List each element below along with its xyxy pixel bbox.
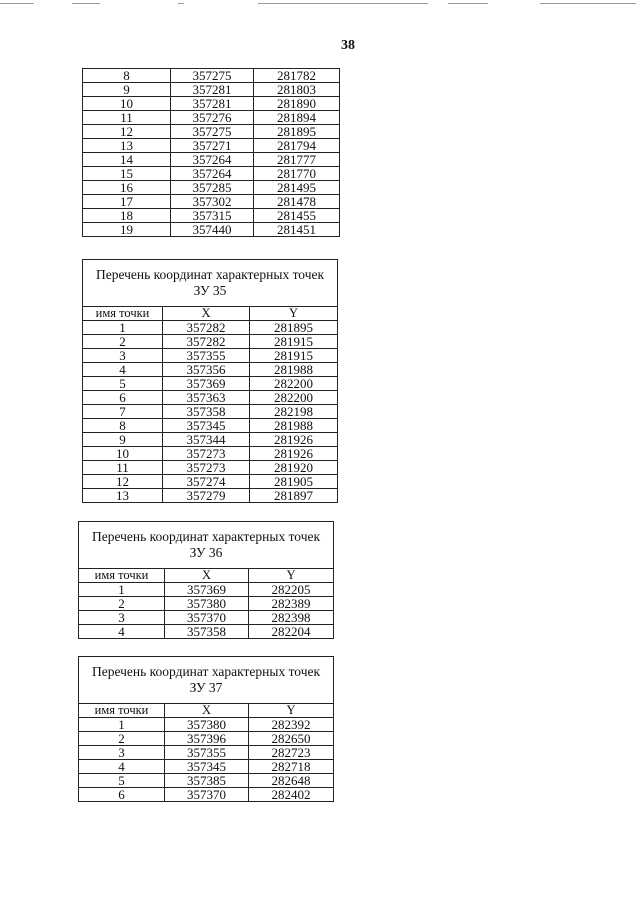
caption-row: [79, 522, 334, 569]
table-row: [83, 475, 338, 489]
point-number-cell: 9: [83, 83, 171, 97]
table-row: [83, 181, 340, 195]
x-coordinate-cell: 357355: [165, 746, 249, 760]
point-number-cell: 16: [83, 181, 171, 195]
x-coordinate-cell: 357275: [171, 125, 254, 139]
x-coordinate-cell: 357275: [171, 69, 254, 83]
table-row: [83, 335, 338, 349]
table-row: [83, 461, 338, 475]
y-coordinate-cell: 281926: [250, 433, 338, 447]
table-row: [79, 746, 334, 760]
point-number-cell: 7: [83, 405, 163, 419]
y-coordinate-cell: 282402: [249, 788, 334, 802]
y-coordinate-cell: 282723: [249, 746, 334, 760]
x-header: X: [165, 704, 249, 718]
y-coordinate-cell: 281478: [254, 195, 340, 209]
coordinates-table-zu35: [82, 259, 338, 503]
point-number-cell: 2: [83, 335, 163, 349]
y-coordinate-cell: 281988: [250, 419, 338, 433]
coordinates-table-zu36: [78, 521, 334, 639]
page-number: 38: [341, 38, 355, 53]
y-coordinate-cell: 281926: [250, 447, 338, 461]
table-row: [83, 125, 340, 139]
table-caption: [79, 522, 334, 569]
table-row: [79, 583, 334, 597]
point-number-cell: 8: [83, 69, 171, 83]
table-row: [83, 489, 338, 503]
point-number-cell: 18: [83, 209, 171, 223]
point-number-cell: 5: [83, 377, 163, 391]
point-number-cell: 9: [83, 433, 163, 447]
point-number-cell: 12: [83, 125, 171, 139]
caption-row: [83, 260, 338, 307]
table-row: [83, 405, 338, 419]
x-coordinate-cell: 357273: [163, 447, 250, 461]
table-row: [79, 760, 334, 774]
point-number-cell: 2: [79, 732, 165, 746]
header-row: [79, 569, 334, 583]
y-coordinate-cell: 281915: [250, 349, 338, 363]
table-row: [79, 718, 334, 732]
table-row: [83, 195, 340, 209]
x-coordinate-cell: 357358: [165, 625, 249, 639]
x-coordinate-cell: 357281: [171, 97, 254, 111]
x-coordinate-cell: 357358: [163, 405, 250, 419]
table-row: [83, 391, 338, 405]
point-number-cell: 5: [79, 774, 165, 788]
y-coordinate-cell: 281495: [254, 181, 340, 195]
x-coordinate-cell: 357279: [163, 489, 250, 503]
point-number-cell: 1: [83, 321, 163, 335]
table-row: [83, 223, 340, 237]
header-row: [83, 307, 338, 321]
table-row: [83, 167, 340, 181]
caption-line: Перечень координат характерных точек: [91, 529, 321, 544]
x-header: X: [163, 307, 250, 321]
point-number-cell: 10: [83, 97, 171, 111]
table-row: [79, 774, 334, 788]
x-coordinate-cell: 357370: [165, 788, 249, 802]
y-coordinate-cell: 282718: [249, 760, 334, 774]
y-coordinate-cell: 281895: [254, 125, 340, 139]
caption-line: ЗУ 36: [189, 545, 223, 560]
table-row: [83, 363, 338, 377]
y-coordinate-cell: 281451: [254, 223, 340, 237]
point-number-cell: 11: [83, 461, 163, 475]
x-coordinate-cell: 357282: [163, 321, 250, 335]
y-coordinate-cell: 281897: [250, 489, 338, 503]
y-coordinate-cell: 282398: [249, 611, 334, 625]
point-number-cell: 3: [79, 611, 165, 625]
point-number-cell: 2: [79, 597, 165, 611]
y-coordinate-cell: 281915: [250, 335, 338, 349]
table-row: [83, 83, 340, 97]
point-number-cell: 4: [79, 760, 165, 774]
caption-line: ЗУ 37: [189, 680, 223, 695]
x-coordinate-cell: 357369: [165, 583, 249, 597]
caption-line: Перечень координат характерных точек: [95, 267, 325, 282]
x-coordinate-cell: 357396: [165, 732, 249, 746]
x-coordinate-cell: 357282: [163, 335, 250, 349]
point-number-cell: 4: [79, 625, 165, 639]
y-header: Y: [250, 307, 338, 321]
y-coordinate-cell: 281895: [250, 321, 338, 335]
table-row: [83, 97, 340, 111]
x-coordinate-cell: 357302: [171, 195, 254, 209]
y-coordinate-cell: 282648: [249, 774, 334, 788]
x-coordinate-cell: 357380: [165, 597, 249, 611]
x-coordinate-cell: 357345: [163, 419, 250, 433]
point-name-header: имя точки: [79, 569, 165, 583]
y-coordinate-cell: 281920: [250, 461, 338, 475]
y-coordinate-cell: 281905: [250, 475, 338, 489]
y-coordinate-cell: 282389: [249, 597, 334, 611]
point-number-cell: 10: [83, 447, 163, 461]
point-number-cell: 4: [83, 363, 163, 377]
y-header: Y: [249, 704, 334, 718]
x-coordinate-cell: 357356: [163, 363, 250, 377]
x-coordinate-cell: 357363: [163, 391, 250, 405]
table-row: [83, 111, 340, 125]
table-row: [83, 377, 338, 391]
point-number-cell: 14: [83, 153, 171, 167]
table-caption: [83, 260, 338, 307]
x-coordinate-cell: 357385: [165, 774, 249, 788]
y-coordinate-cell: 281782: [254, 69, 340, 83]
point-number-cell: 8: [83, 419, 163, 433]
point-number-cell: 3: [83, 349, 163, 363]
x-coordinate-cell: 357345: [165, 760, 249, 774]
point-number-cell: 6: [79, 788, 165, 802]
coordinates-table-zu37: [78, 656, 334, 802]
x-coordinate-cell: 357344: [163, 433, 250, 447]
y-coordinate-cell: 281890: [254, 97, 340, 111]
scan-artifact-strip: [0, 0, 640, 10]
table-row: [83, 349, 338, 363]
table-caption: [79, 657, 334, 704]
point-number-cell: 12: [83, 475, 163, 489]
x-header: X: [165, 569, 249, 583]
point-number-cell: 11: [83, 111, 171, 125]
table-row: [83, 209, 340, 223]
x-coordinate-cell: 357370: [165, 611, 249, 625]
x-coordinate-cell: 357264: [171, 153, 254, 167]
x-coordinate-cell: 357315: [171, 209, 254, 223]
y-coordinate-cell: 282204: [249, 625, 334, 639]
y-coordinate-cell: 282205: [249, 583, 334, 597]
x-coordinate-cell: 357355: [163, 349, 250, 363]
point-number-cell: 15: [83, 167, 171, 181]
point-number-cell: 13: [83, 489, 163, 503]
table-row: [79, 732, 334, 746]
point-number-cell: 13: [83, 139, 171, 153]
table-row: [83, 69, 340, 83]
table-row: [79, 597, 334, 611]
x-coordinate-cell: 357440: [171, 223, 254, 237]
table-row: [83, 419, 338, 433]
table-row: [83, 321, 338, 335]
y-coordinate-cell: 282650: [249, 732, 334, 746]
point-name-header: имя точки: [83, 307, 163, 321]
y-coordinate-cell: 281455: [254, 209, 340, 223]
point-number-cell: 3: [79, 746, 165, 760]
point-number-cell: 1: [79, 583, 165, 597]
caption-line: Перечень координат характерных точек: [91, 664, 321, 679]
y-coordinate-cell: 281988: [250, 363, 338, 377]
header-row: [79, 704, 334, 718]
table-row: [83, 139, 340, 153]
y-coordinate-cell: 281894: [254, 111, 340, 125]
y-coordinate-cell: 282198: [250, 405, 338, 419]
point-number-cell: 19: [83, 223, 171, 237]
point-number-cell: 1: [79, 718, 165, 732]
table-row: [83, 433, 338, 447]
table-row: [79, 788, 334, 802]
x-coordinate-cell: 357369: [163, 377, 250, 391]
y-coordinate-cell: 282200: [250, 391, 338, 405]
point-number-cell: 17: [83, 195, 171, 209]
point-number-cell: 6: [83, 391, 163, 405]
y-coordinate-cell: 281770: [254, 167, 340, 181]
table-row: [79, 611, 334, 625]
x-coordinate-cell: 357273: [163, 461, 250, 475]
coordinates-table-continued: [82, 68, 340, 237]
y-coordinate-cell: 282200: [250, 377, 338, 391]
caption-line: ЗУ 35: [193, 283, 227, 298]
y-coordinate-cell: 282392: [249, 718, 334, 732]
y-coordinate-cell: 281777: [254, 153, 340, 167]
x-coordinate-cell: 357380: [165, 718, 249, 732]
x-coordinate-cell: 357281: [171, 83, 254, 97]
x-coordinate-cell: 357271: [171, 139, 254, 153]
table-row: [83, 447, 338, 461]
x-coordinate-cell: 357274: [163, 475, 250, 489]
x-coordinate-cell: 357276: [171, 111, 254, 125]
x-coordinate-cell: 357285: [171, 181, 254, 195]
table-row: [79, 625, 334, 639]
y-coordinate-cell: 281794: [254, 139, 340, 153]
x-coordinate-cell: 357264: [171, 167, 254, 181]
y-coordinate-cell: 281803: [254, 83, 340, 97]
y-header: Y: [249, 569, 334, 583]
point-name-header: имя точки: [79, 704, 165, 718]
table-row: [83, 153, 340, 167]
caption-row: [79, 657, 334, 704]
